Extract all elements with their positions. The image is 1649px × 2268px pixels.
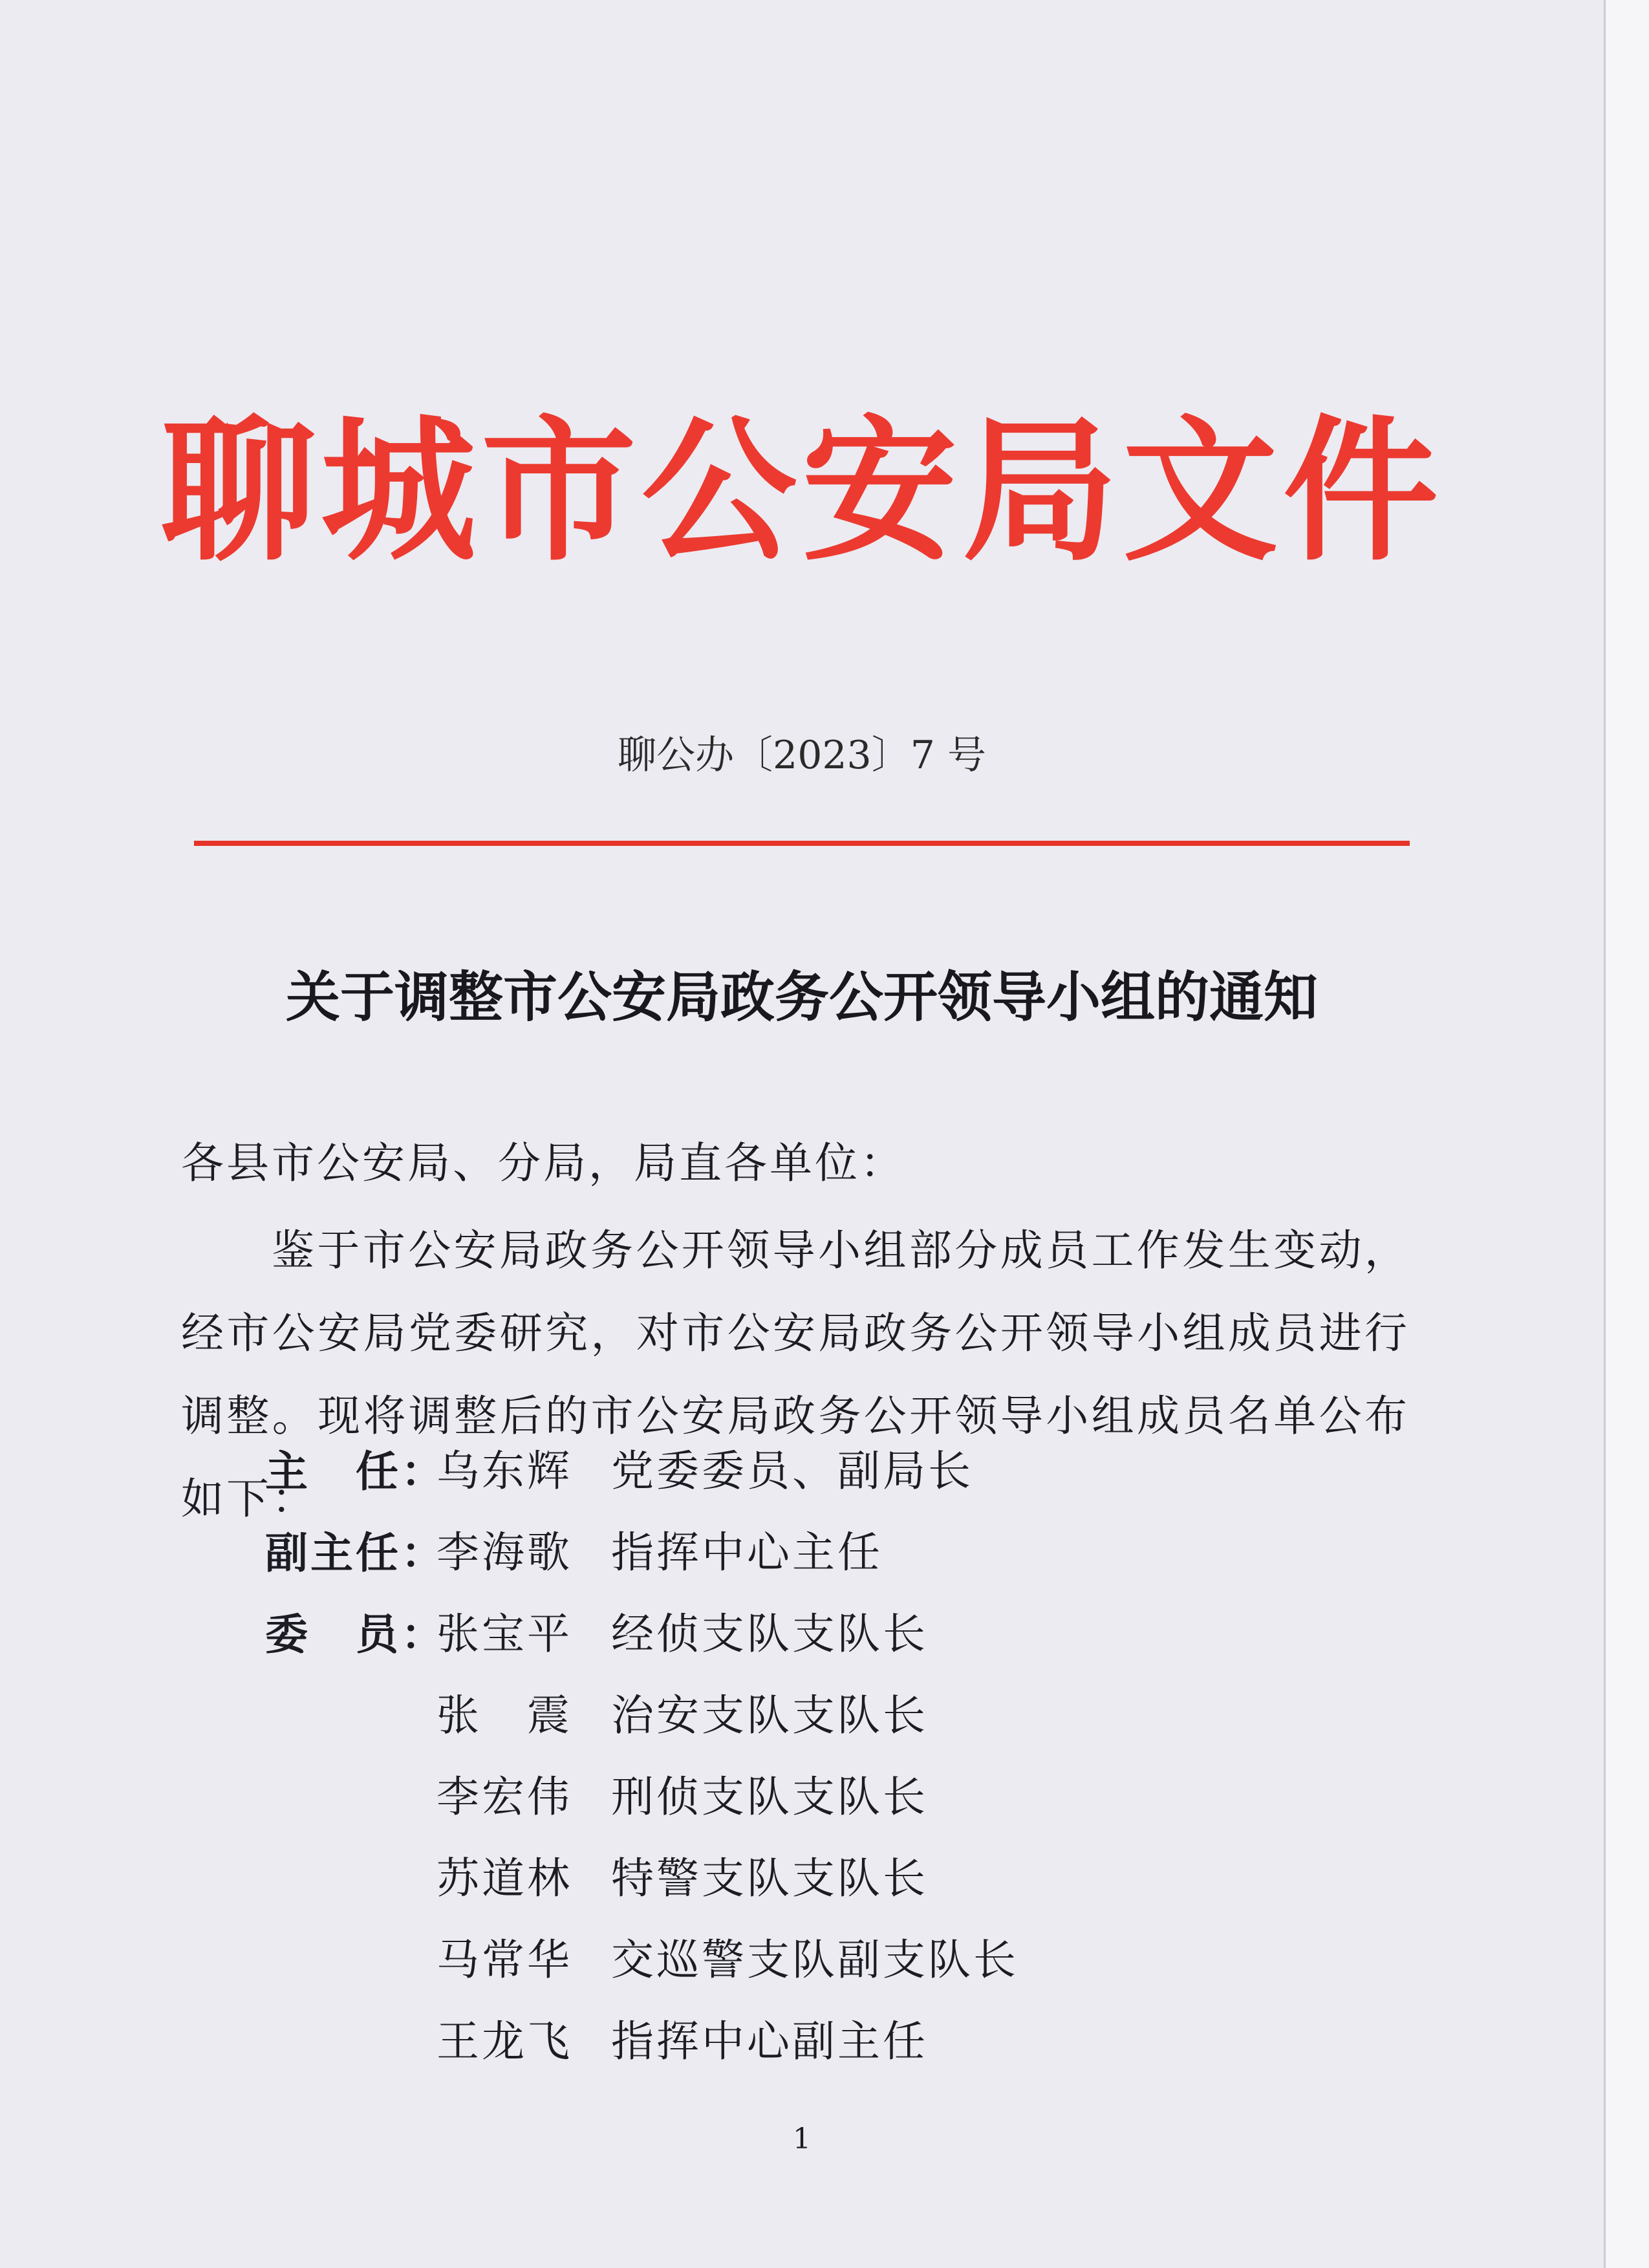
scan-margin [1604,0,1649,2268]
member-name: 张宝平 [436,1609,572,1659]
member-title: 交巡警支队副支队长 [611,1935,1018,1985]
salutation: 各县市公安局、分局，局直各单位： [181,1138,905,1188]
member-name: 李宏伟 [436,1772,572,1822]
member-title: 党委委员、副局长 [611,1446,973,1496]
member-name: 苏道林 [436,1853,572,1903]
role-label: 委 员： [265,1609,446,1659]
member-title: 指挥中心主任 [611,1528,883,1577]
role-label: 主 任： [265,1446,446,1496]
notice-title: 关于调整市公安局政务公开领导小组的通知 [285,965,1318,1029]
member-name: 李海歌 [436,1528,572,1577]
member-title: 指挥中心副主任 [611,2016,928,2066]
masthead-title: 聊城市公安局文件 [160,401,1443,582]
document-number: 聊公办〔2023〕7 号 [618,733,986,778]
body-paragraph: 鉴于市公安局政务公开领导小组部分成员工作发生变动，经市公安局党委研究，对市公安局政务公开领导小组成员进行调整。现将调整后的市公安局政务公开领导小组成员名单公布如下： [181,1226,1410,1524]
member-title: 经侦支队支队长 [611,1609,928,1659]
member-title: 刑侦支队支队长 [611,1772,928,1822]
page-number: 1 [793,2122,811,2155]
role-label: 副主任： [265,1528,446,1578]
member-name: 张 震 [436,1690,572,1740]
member-title: 治安支队支队长 [611,1690,928,1740]
member-name: 王龙飞 [436,2016,572,2066]
member-name: 马常华 [436,1935,572,1985]
member-title: 特警支队支队长 [611,1853,928,1903]
member-name: 乌东辉 [436,1446,572,1496]
red-divider-line [194,841,1410,846]
